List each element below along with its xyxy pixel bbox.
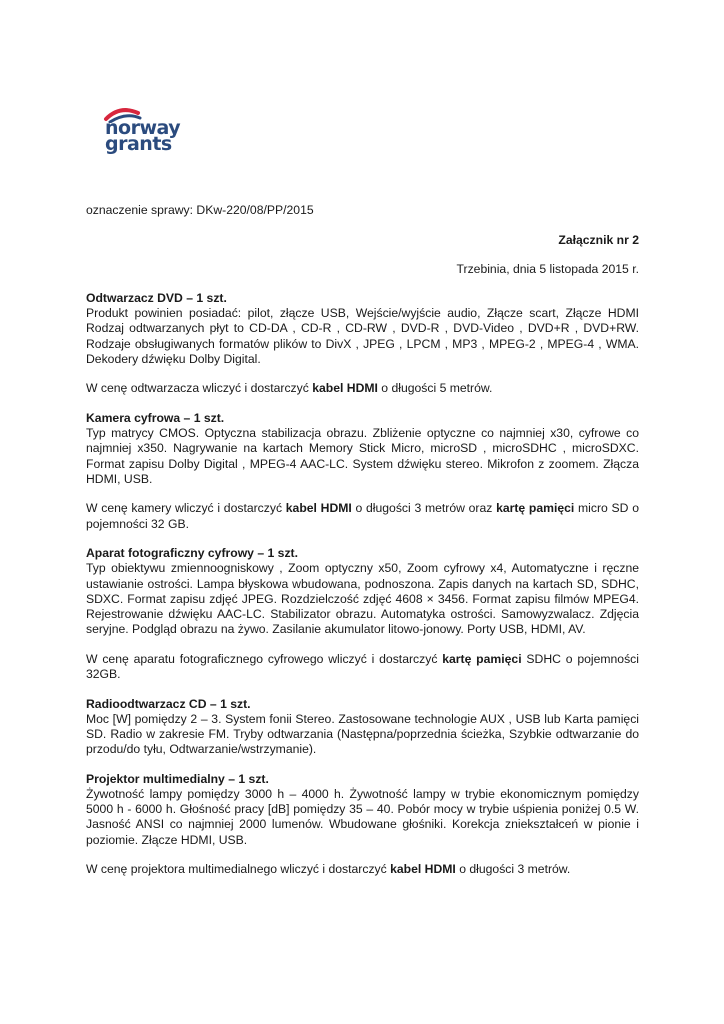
section-body-dvd: Produkt powinien posiadać: pilot, złącze USB, Wejście/wyjście audio, Złącze scart, Złącze HDMI Rodzaj odtwarzanych płyt to CD-DA , CD-R , CD-RW , DVD-R , DVD-Video , DVD+R , DVD+RW. Rodzaje obsługiwanych formatów plików to DivX , JPEG , LPCM , MP3 , MPEG-2 , MPEG-4 , WMA. Dekodery dźwięku Dolby Digital. — [86, 306, 639, 366]
section-title-dvd: Odtwarzacz DVD – 1 szt. — [86, 291, 227, 305]
note-bold: kabel HDMI — [390, 862, 456, 877]
section-title-camera: Kamera cyfrowa – 1 szt. — [86, 411, 225, 425]
section-title-radio-cd: Radioodtwarzacz CD – 1 szt. — [86, 696, 251, 711]
note-text: W cenę projektora multimedialnego wliczyć i dostarczyć — [86, 862, 391, 877]
note-bold: kartę pamięci — [442, 651, 522, 666]
note-text: o długości 3 metrów oraz — [351, 501, 497, 516]
logo-line-2: grants — [105, 133, 172, 155]
section-note-dvd — [86, 381, 639, 396]
section-title-photo-camera: Aparat fotograficzny cyfrowy – 1 szt. — [86, 546, 298, 561]
section-body-photo-camera: Typ obiektywu zmiennoogniskowy , Zoom optyczny x50, Zoom cyfrowy x4, Automatyczne i ręczne ustawianie ostrości. Lampa błyskowa wbudowana, podnoszona. Zapis danych na kartach SD, SDHC, SDXC. Format zapisu zdjęć JPEG. Rozdzielczość zdjęć 4608 × 3456. Format zapisu filmów MPEG4. Rejestrowanie dźwięku AAC-LC. Stabilizator obrazu. Automatyka ostrości. Samowyzwalacz. Zdjęcia seryjne. Podgląd obrazu na żywo. Zasilanie akumulator litowo-jonowy. Porty USB, HDMI, AV. — [86, 561, 639, 637]
date-line: Trzebinia, dnia 5 listopada 2015 r. — [456, 262, 639, 276]
logo-line-1: norway — [105, 117, 181, 139]
note-text: W cenę aparatu fotograficznego cyfrowego wliczyć i dostarczyć — [86, 651, 443, 666]
note-text: SDHC o pojemności 32GB. — [86, 651, 639, 682]
section-body-projector: Żywotność lampy pomiędzy 3000 h – 4000 h. Żywotność lampy w trybie ekonomicznym pomiędzy 5000 h - 6000 h. Głośność pracy [dB] pomiędzy 35 – 40. Pobór mocy w trybie uśpienia poniżej 0.5 W. Jasność ANSI co najmniej 2000 lumenów. Wbudowane głośniki. Korekcja zniekształceń w pionie i poziomie. Złącze HDMI, USB. — [86, 787, 639, 847]
document-body — [86, 291, 639, 877]
note-text: W cenę kamery wliczyć i dostarczyć — [86, 501, 286, 516]
note-text: micro SD o pojemności 32 GB. — [86, 501, 639, 531]
annex-title: Załącznik nr 2 — [558, 233, 639, 247]
section-body-camera: Typ matrycy CMOS. Optyczna stabilizacja obrazu. Zbliżenie optyczne co najmniej x30, cyfrowe co najmniej x350. Nagrywanie na kartach Memory Stick Micro, microSD , microSDHC , microSDXC. Format zapisu Dolby Digital , MPEG-4 AAC-LC. System dźwięku stereo. Mikrofon z zoomem. Złącza HDMI, USB. — [86, 426, 639, 486]
logo-wordmark — [105, 117, 181, 155]
note-bold: kartę pamięci — [496, 501, 575, 516]
note-bold: kabel HDMI — [312, 381, 378, 396]
section-note-photo-camera — [86, 652, 639, 682]
note-text: o długości 3 metrów. — [455, 862, 571, 877]
section-title-projector: Projektor multimedialny – 1 szt. — [86, 771, 269, 786]
section-note-camera — [86, 501, 639, 531]
section-note-projector — [86, 862, 639, 877]
case-number: oznaczenie sprawy: DKw-220/08/PP/2015 — [86, 203, 314, 217]
note-text: W cenę odtwarzacza wliczyć i dostarczyć — [86, 381, 313, 396]
note-text: o długości 5 metrów. — [377, 381, 493, 396]
note-bold: kabel HDMI — [285, 501, 352, 516]
section-body-radio-cd: Moc [W] pomiędzy 2 – 3. System fonii Stereo. Zastosowane technologie AUX , USB lub Karta pamięci SD. Radio w zakresie FM. Tryby odtwarzania (Następna/poprzednia ścieżka, Szybkie odtwarzanie do przodu/do tyłu, Odtwarzanie/wstrzymanie). — [86, 711, 639, 757]
norway-grants-logo — [98, 103, 188, 163]
